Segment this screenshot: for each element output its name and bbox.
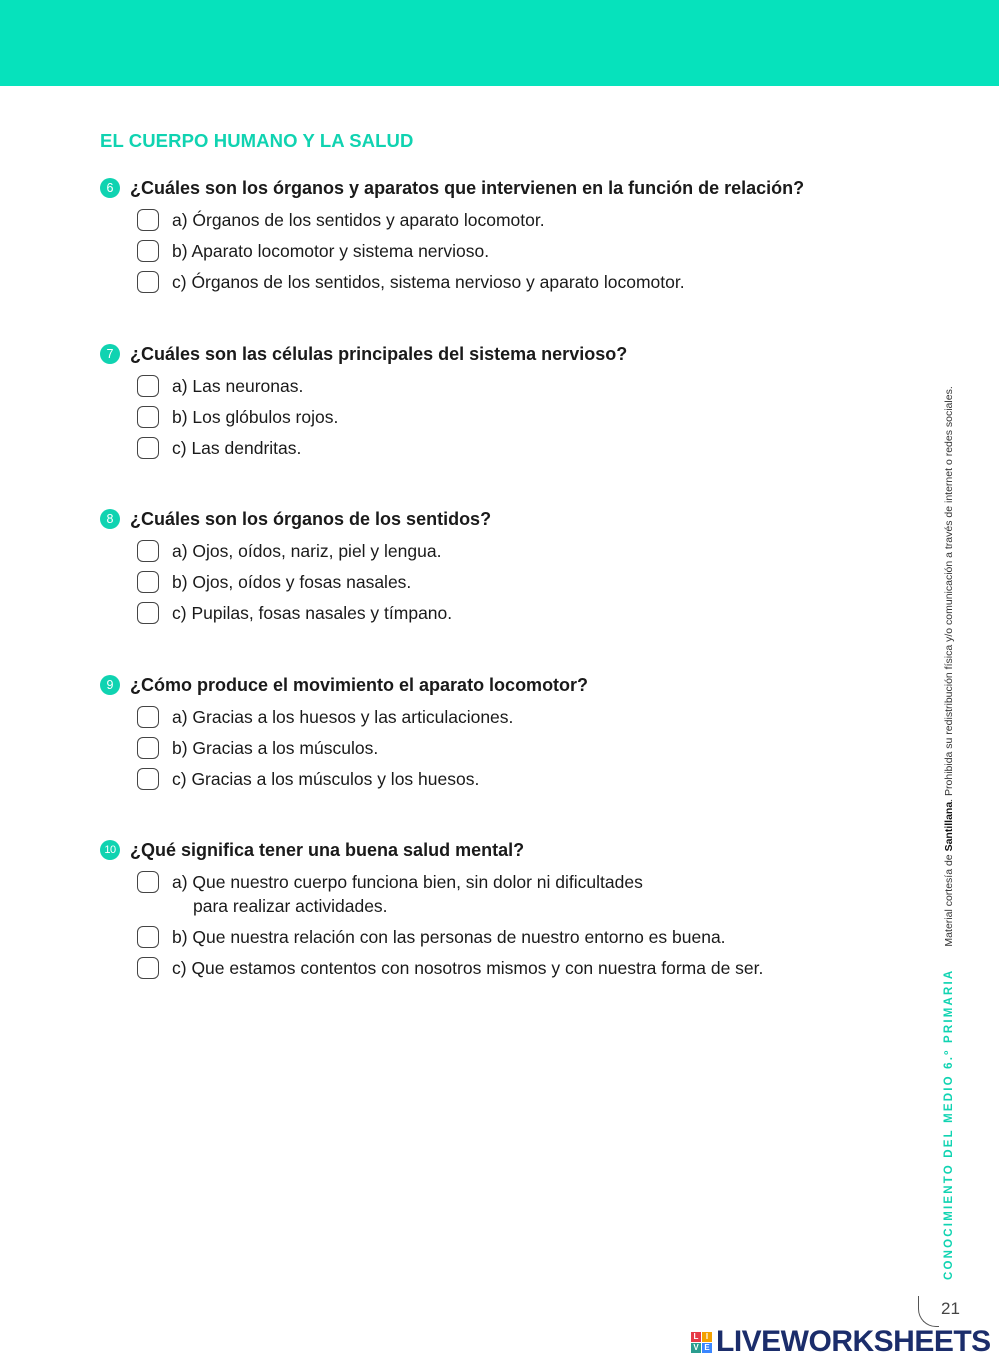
option-c[interactable] xyxy=(137,767,900,791)
option-text: a) Las neuronas. xyxy=(172,376,304,396)
option-a[interactable] xyxy=(137,208,900,232)
option-text: a) Gracias a los huesos y las articulaciones. xyxy=(172,707,514,727)
answer-checkbox[interactable] xyxy=(137,957,159,979)
option-text: c) Pupilas, fosas nasales y tímpano. xyxy=(172,603,453,623)
question-7 xyxy=(100,342,900,467)
option-a[interactable] xyxy=(137,539,900,563)
option-text: c) Que estamos contentos con nosotros mismos y con nuestra forma de ser. xyxy=(172,958,764,978)
side-margin-text xyxy=(937,380,961,1280)
option-b[interactable] xyxy=(137,925,900,949)
copyright-suffix: . Prohibida su redistribución física y/o comunicación a través de internet o redes sociales. xyxy=(943,386,955,802)
copyright-prefix: Material cortesía de xyxy=(943,851,955,947)
option-text: a) Ojos, oídos, nariz, piel y lengua. xyxy=(172,541,442,561)
question-text: ¿Cuáles son las células principales del sistema nervioso? xyxy=(130,343,628,364)
header-band xyxy=(0,0,999,86)
option-b[interactable] xyxy=(137,239,900,263)
option-a[interactable] xyxy=(137,705,900,729)
option-b[interactable] xyxy=(137,736,900,760)
corner-decoration xyxy=(918,1296,939,1327)
option-text: c) Gracias a los músculos y los huesos. xyxy=(172,769,480,789)
answer-checkbox[interactable] xyxy=(137,437,159,459)
option-text: b) Los glóbulos rojos. xyxy=(172,407,339,427)
question-number: 7 xyxy=(100,344,120,364)
question-text: ¿Qué significa tener una buena salud mental? xyxy=(130,839,525,860)
option-text xyxy=(172,870,643,918)
option-text: b) Ojos, oídos y fosas nasales. xyxy=(172,572,412,592)
answer-checkbox[interactable] xyxy=(137,271,159,293)
option-text: b) Aparato locomotor y sistema nervioso. xyxy=(172,241,490,261)
question-number: 10 xyxy=(100,840,120,860)
option-text: a) Órganos de los sentidos y aparato locomotor. xyxy=(172,210,545,230)
question-text: ¿Cuáles son los órganos de los sentidos? xyxy=(130,508,492,529)
option-c[interactable] xyxy=(137,436,900,460)
option-c[interactable] xyxy=(137,270,900,294)
option-text-line: a) Que nuestro cuerpo funciona bien, sin dolor ni dificultades xyxy=(172,872,643,892)
liveworksheets-logo xyxy=(691,1325,991,1359)
option-c[interactable] xyxy=(137,956,900,980)
answer-checkbox[interactable] xyxy=(137,768,159,790)
answer-checkbox[interactable] xyxy=(137,926,159,948)
logo-tile: I xyxy=(702,1332,712,1342)
option-c[interactable] xyxy=(137,601,900,625)
answer-checkbox[interactable] xyxy=(137,375,159,397)
answer-checkbox[interactable] xyxy=(137,540,159,562)
question-number: 9 xyxy=(100,675,120,695)
option-text-continuation: para realizar actividades. xyxy=(193,896,388,916)
question-10 xyxy=(100,838,900,987)
logo-tile: V xyxy=(691,1343,701,1353)
option-b[interactable] xyxy=(137,405,900,429)
logo-text: LIVEWORKSHEETS xyxy=(716,1325,991,1358)
answer-checkbox[interactable] xyxy=(137,871,159,893)
answer-checkbox[interactable] xyxy=(137,209,159,231)
option-a[interactable] xyxy=(137,870,900,918)
answer-checkbox[interactable] xyxy=(137,406,159,428)
question-6 xyxy=(100,176,900,301)
option-text: b) Gracias a los músculos. xyxy=(172,738,379,758)
question-text: ¿Cuáles son los órganos y aparatos que intervienen en la función de relación? xyxy=(130,177,805,198)
answer-checkbox[interactable] xyxy=(137,240,159,262)
answer-checkbox[interactable] xyxy=(137,706,159,728)
question-number: 8 xyxy=(100,509,120,529)
logo-tile: E xyxy=(702,1343,712,1353)
question-8 xyxy=(100,507,900,632)
answer-checkbox[interactable] xyxy=(137,571,159,593)
logo-tile: L xyxy=(691,1332,701,1342)
logo-icon xyxy=(691,1332,712,1353)
option-text: c) Las dendritas. xyxy=(172,438,302,458)
question-9 xyxy=(100,673,900,798)
subject-label: CONOCIMIENTO DEL MEDIO 6.º PRIMARIA xyxy=(943,968,955,1280)
question-number: 6 xyxy=(100,178,120,198)
option-text: c) Órganos de los sentidos, sistema nervioso y aparato locomotor. xyxy=(172,272,685,292)
copyright-note xyxy=(943,386,955,946)
answer-checkbox[interactable] xyxy=(137,737,159,759)
answer-checkbox[interactable] xyxy=(137,602,159,624)
section-title: EL CUERPO HUMANO Y LA SALUD xyxy=(100,130,414,151)
publisher-name: Santillana xyxy=(943,801,955,852)
question-text: ¿Cómo produce el movimiento el aparato locomotor? xyxy=(130,674,589,695)
option-a[interactable] xyxy=(137,374,900,398)
option-text: b) Que nuestra relación con las personas de nuestro entorno es buena. xyxy=(172,927,726,947)
page-number: 21 xyxy=(941,1299,960,1318)
option-b[interactable] xyxy=(137,570,900,594)
